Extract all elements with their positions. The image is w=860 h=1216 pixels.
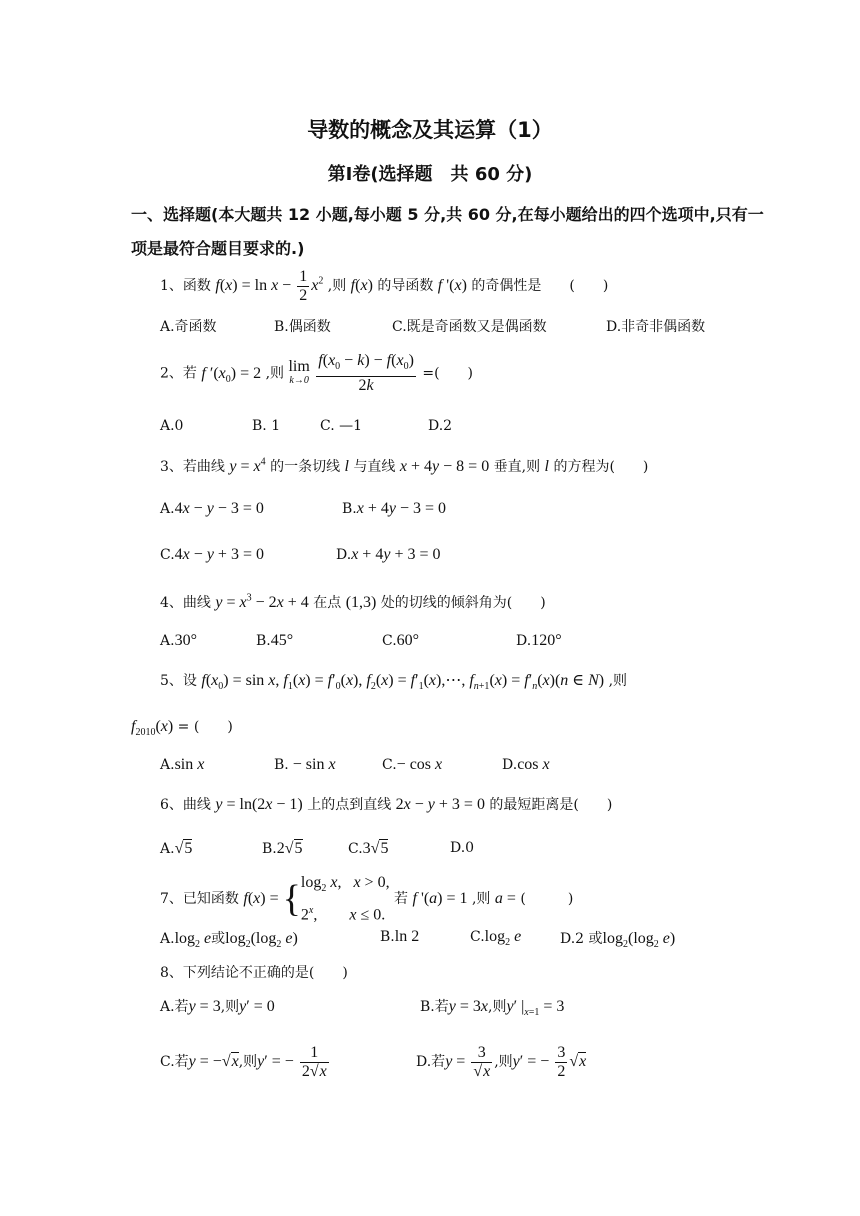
q5-option-d[interactable]: D.cos x [502, 756, 550, 773]
q5-option-c[interactable]: C.− cos x [382, 756, 443, 773]
question-6-text: 上的点到直线 [307, 797, 392, 813]
q5-option-b[interactable]: B. − sin x [274, 756, 336, 773]
question-3-text-2: 与直线 [353, 459, 396, 475]
question-4-point: (1,3) [345, 594, 377, 611]
question-5-suffix: = ( ) [177, 719, 233, 735]
question-2-fraction: $\frac{f(x_0 - k) - f(x_0)}{2k}$ [318, 352, 414, 395]
question-7-a: a = [494, 889, 516, 907]
q1-option-c[interactable]: C.既是奇函数又是偶函数 [392, 319, 547, 335]
q1-option-b[interactable]: B.偶函数 [274, 319, 331, 335]
question-6 [160, 794, 612, 814]
question-7-prefix: 7、已知函数 [160, 890, 239, 907]
q6-option-b[interactable]: B.2√5 [262, 840, 303, 857]
question-1-text: ,则 [327, 278, 347, 295]
question-3-text-3: 垂直,则 [493, 459, 541, 475]
question-5-text: ,则 [608, 673, 628, 689]
question-4-text: 在点 [313, 595, 342, 611]
question-6-suffix: 的最短距离是( ) [489, 797, 613, 813]
question-3-l: l [344, 458, 349, 475]
question-1-text-2: 的导函数 [377, 278, 434, 295]
q6-option-d[interactable]: D.0 [450, 840, 475, 856]
q5-option-a[interactable]: A.sin x [160, 756, 205, 773]
q7-option-c[interactable]: $C.\log_2$ e [470, 928, 522, 949]
page-title: 导数的概念及其运算（1） [307, 118, 553, 142]
q4-option-b[interactable]: B.45° [256, 632, 294, 649]
question-7-suffix: ( ) [520, 890, 574, 907]
q1-option-a[interactable]: A.奇函数 [160, 319, 217, 335]
question-7-condition: f '(a) = 1 [412, 889, 468, 907]
q7-option-a[interactable]: $A.\log_2$ e或$\log_2(\log_2$ e) [160, 930, 298, 951]
question-3-text: 的一条切线 [270, 459, 341, 475]
q3-option-d[interactable]: D.x + 4y + 3 = 0 [336, 546, 441, 563]
q7-option-d[interactable]: D.2 或$\log_2(\log_2$ e) [560, 930, 676, 951]
q8-option-d[interactable]: D.若y = $\frac{3}{√x}$ ,则y′ = − $\frac{3}{2}$ √x [416, 1044, 587, 1080]
question-3-l-2: l [544, 458, 549, 475]
question-7-text-2: ,则 [471, 890, 491, 907]
question-6-prefix: 6、曲线 [160, 797, 211, 813]
question-4-curve: $y = x^3 - 2x + 4$ [215, 592, 309, 611]
q2-option-c[interactable]: C. —1 [320, 418, 363, 434]
question-1-function: f(x) = ln x − $\frac{1}{2}$ $x^2$ [215, 268, 324, 304]
q6-option-a[interactable]: A.√5 [160, 840, 193, 857]
q8-option-c[interactable]: C.若y = −√x,则y′ = − $\frac{1}{2√x}$ [160, 1044, 327, 1080]
question-5 [160, 670, 627, 692]
q1-option-d[interactable]: D.非奇非偶函数 [606, 319, 706, 335]
question-5-prefix: 5、设 [160, 673, 197, 689]
q3-option-b[interactable]: B.x + 4y − 3 = 0 [342, 500, 447, 517]
section-subtitle: 第Ⅰ卷(选择题 共 60 分) [327, 164, 533, 185]
question-1-prefix: 1、函数 [160, 278, 211, 295]
question-2 [160, 352, 473, 395]
q8-option-b[interactable]: B.若y = 3x,则y′ $|_{x=1} = 3$ [420, 998, 565, 1019]
question-2-condition: f $'(x_0) = 2$ [201, 364, 262, 385]
question-5-recurrence: $f(x_0) = \sin x$, $f_1(x) = f'_0(x)$, $f_2(x)$ = $f'_1(x),\cdots$, $f_{n+1}(x) = f'_n(x)(n$ ∈ N) [201, 672, 605, 693]
question-1-suffix: 的奇偶性是 ( ) [471, 278, 609, 295]
q4-option-d[interactable]: D.120° [516, 632, 562, 649]
q4-option-c[interactable]: C.60° [382, 632, 420, 649]
question-4-suffix: 处的切线的倾斜角为( ) [380, 595, 546, 611]
q4-option-a[interactable]: A.30° [160, 632, 197, 649]
question-8: 8、下列结论不正确的是( ) [160, 965, 348, 981]
question-3-prefix: 3、若曲线 [160, 459, 225, 475]
question-2-text: ,则 [265, 365, 285, 382]
question-1 [160, 268, 608, 305]
q2-option-a[interactable]: A.0 [160, 418, 184, 434]
question-2-prefix: 2、若 [160, 365, 197, 382]
q6-option-c[interactable]: C.3√5 [348, 840, 389, 857]
limit-symbol: lim k→0 [288, 357, 310, 386]
question-7 [160, 872, 573, 927]
q8-option-a[interactable]: A.若y = 3,则y′ = 0 [160, 998, 275, 1015]
q7-option-b[interactable]: B.ln 2 [380, 928, 420, 945]
question-6-curve: y = ln(2x − 1) [215, 796, 303, 813]
section-instructions: 一、选择题(本大题共 12 小题,每小题 5 分,共 60 分,在每小题给出的四个选项中,只有一项是最符合题目要求的.) [131, 205, 764, 258]
question-3 [160, 456, 648, 476]
question-3-suffix: 的方程为( ) [553, 459, 649, 475]
question-7-text: 若 [394, 890, 409, 907]
q2-option-d[interactable]: D.2 [428, 418, 453, 434]
q3-option-c[interactable]: C.4x − y + 3 = 0 [160, 546, 264, 563]
question-6-line: 2x − y + 3 = 0 [395, 796, 485, 813]
question-4-prefix: 4、曲线 [160, 595, 211, 611]
question-3-line: x + 4y − 8 = 0 [399, 458, 490, 475]
question-5-target [131, 716, 233, 738]
question-7-piecewise: $f(x) = \{\log_2$ x, x > 0, 2$^x$, x ≤ 0. [243, 874, 390, 924]
q2-option-b[interactable]: B. 1 [252, 418, 281, 434]
question-4 [160, 592, 546, 612]
question-3-curve: $y = x^4$ [229, 456, 266, 475]
question-1-fx: f(x) [350, 277, 373, 295]
question-5-f2010: $f_{2010}(x)$ [131, 718, 174, 739]
q3-option-a[interactable]: A.4x − y − 3 = 0 [160, 500, 264, 517]
question-1-derivative: f '(x) [437, 277, 467, 295]
question-2-suffix: =( ) [422, 365, 473, 382]
